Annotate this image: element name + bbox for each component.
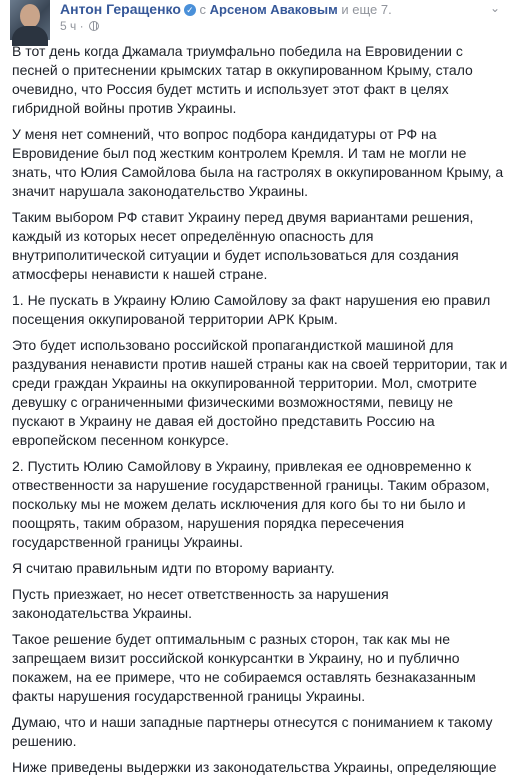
with-prefix: с: [199, 2, 207, 17]
author-name[interactable]: Антон Геращенко: [60, 1, 181, 17]
meta-separator: ·: [79, 19, 84, 33]
post-header: [0, 0, 518, 44]
avatar[interactable]: [10, 0, 50, 40]
verified-icon: ✓: [184, 4, 196, 16]
post-paragraph-5: Это будет использовано российской пропагандисткой машиной для раздувания ненависти против нашей страны как на своей территории, так и среди граждан Украины на оккупированной территории. Мол, смотрите девушку с ограниченными физическими возможностями, певицу не пускают в Украину не давая ей достойно представить Россию на европейском песенном конкурсе.: [12, 337, 508, 448]
post-paragraph-11: Ниже приведены выдержки из законодательства Украины, определяющие: [12, 759, 497, 775]
post-paragraph-10: Думаю, что и наши западные партнеры отнесутся с пониманием к такому решению.: [12, 714, 493, 749]
and-more-link[interactable]: и еще 7.: [341, 2, 392, 17]
post-paragraph-9: Такое решение будет оптимальным с разных сторон, так как мы не запрещаем визит российской конкурсантки в Украину, но и публично покажем, на ее примере, что не собираемся оставлять безнаказанным факты нарушения государственной границы Украины.: [12, 631, 476, 704]
post-paragraph-8: Пусть приезжает, но несет ответственность за нарушения законодательства Украины.: [12, 586, 389, 621]
post-paragraph-1: В тот день когда Джамала триумфально победила на Евровидении с песней о притеснении крымских татар в оккупированном Крыму, стало очевидно, что Россия будет мстить и использует этот факт в целях гибридной войны против Украины.: [12, 43, 473, 116]
and-more-text: [341, 2, 391, 17]
post-meta: [60, 19, 99, 33]
avatar-face: [20, 4, 40, 28]
tagged-user-link[interactable]: Арсеном Аваковым: [209, 2, 338, 17]
post-body: [12, 42, 508, 784]
post-paragraph-4: 1. Не пускать в Украину Юлию Самойлову за факт нарушения ею правил посещения оккупированой территории АРК Крым.: [12, 292, 491, 327]
post-author-line: [60, 1, 392, 18]
chevron-down-icon[interactable]: ⌄: [490, 1, 501, 15]
post-paragraph-7: Я считаю правильным идти по второму варианту.: [12, 560, 335, 576]
post-paragraph-3: Таким выбором РФ ставит Украину перед двумя вариантами решения, каждый из которых несет определённую опасность для внутриполитической ситуации и будет использоваться для создания атмосферы ненависти к нашей стране.: [12, 209, 474, 282]
post-paragraph-2: У меня нет сомнений, что вопрос подбора кандидатуры от РФ на Евровидение был под жестким контролем Кремля. И там не могли не знать, что Юлия Самойлова была на гастролях в оккупированном Крыму, а значит нарушала законодательство Украины.: [12, 126, 504, 199]
globe-icon[interactable]: [89, 21, 99, 31]
post-time[interactable]: 5 ч: [60, 19, 77, 33]
post-paragraph-6: 2. Пустить Юлию Самойлову в Украину, привлекая ее одновременно к отвественности за нарушение государственной границы. Таким образом, поскольку мы не можем делать исключения для кого бы то ни было и поощрять, таким образом, нарушения порядка пересечения государственной границы Украины.: [12, 458, 490, 550]
